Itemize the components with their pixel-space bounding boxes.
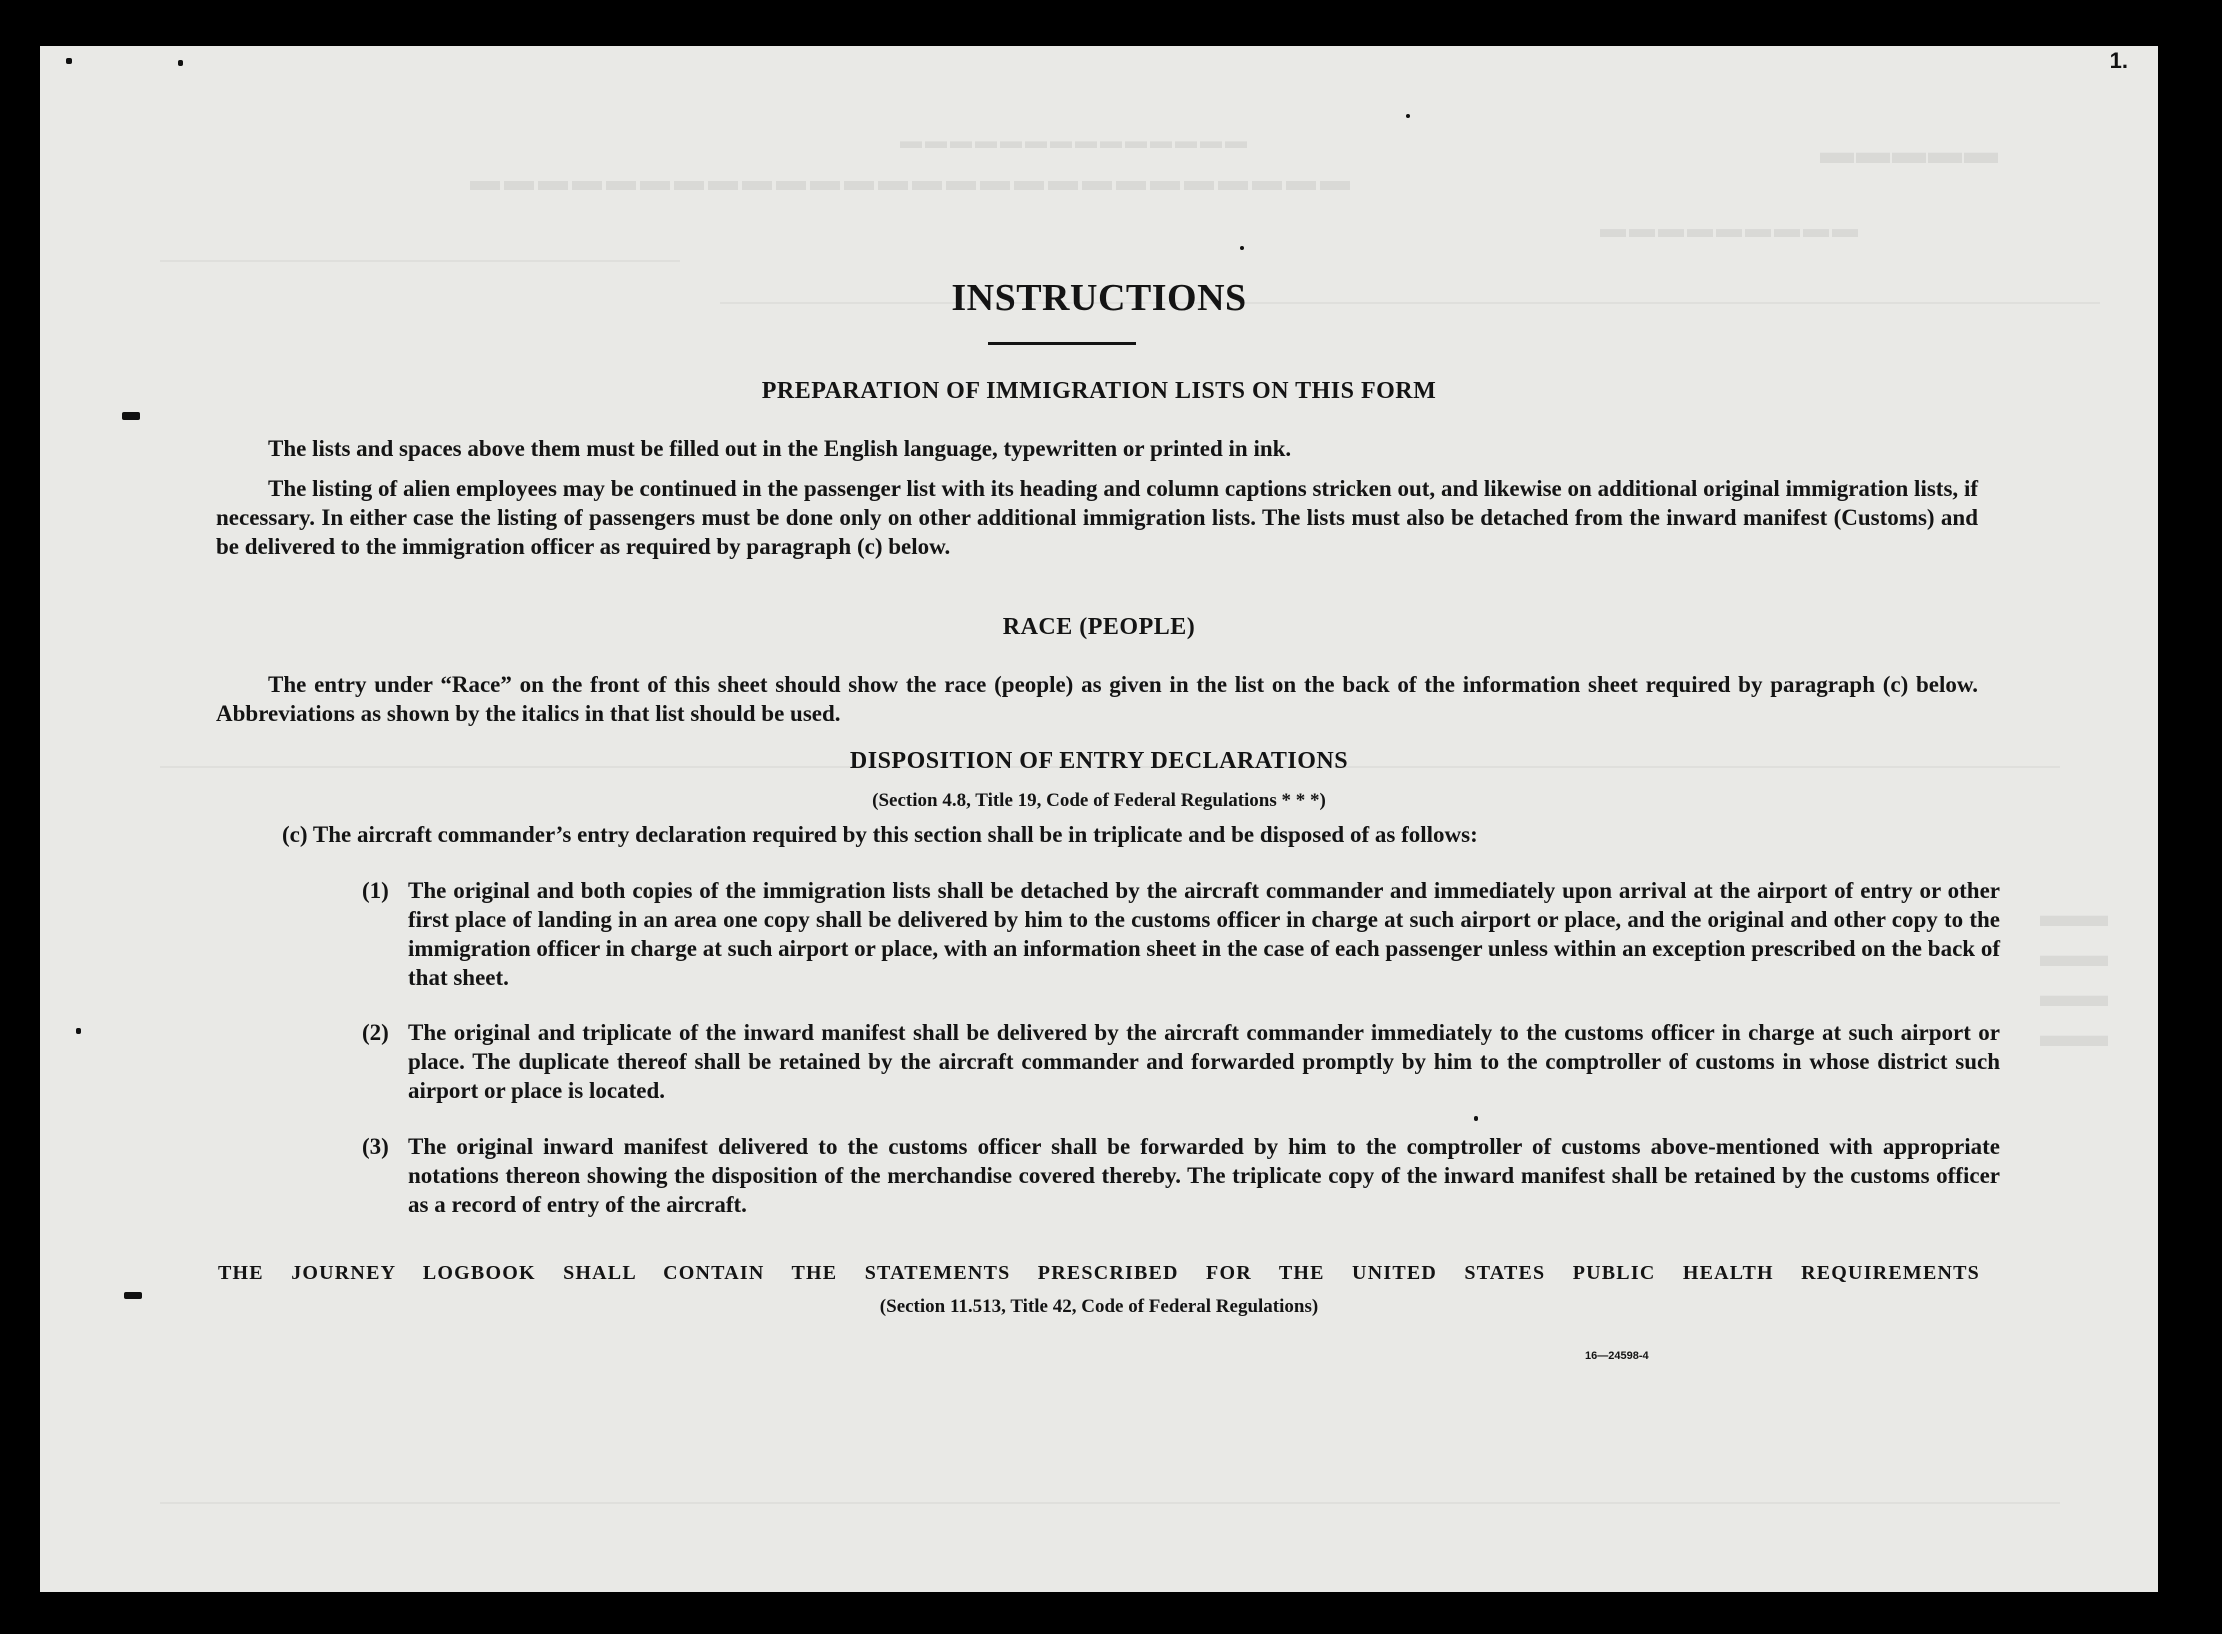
item-text: The original and triplicate of the inward manifest shall be delivered by the aircraft commander immediately to the customs officer in charge at such airport or place. The duplicate thereof shall be retained by the aircraft commander and forwarded promptly by him to the comptroller of customs in whose district such airport or place is located.: [408, 1020, 2000, 1103]
page-title: INSTRUCTIONS: [951, 277, 1247, 319]
form-number: 16—24598-4: [1585, 1350, 1649, 1362]
preparation-heading: PREPARATION OF IMMIGRATION LISTS ON THIS FORM: [761, 378, 1437, 404]
item-number: (2): [362, 1020, 389, 1045]
bleed-through-ghost: ▬▬▬▬▬▬▬▬▬▬▬▬▬▬: [900, 128, 1250, 153]
bleed-through-ghost: ▬▬ ▬▬ ▬▬ ▬▬: [2040, 897, 2108, 1054]
bleed-through-ghost: ▬▬▬▬▬▬▬▬▬: [1600, 214, 1861, 243]
corner-page-mark: 1.: [2109, 48, 2128, 73]
race-heading: RACE (PEOPLE): [1002, 614, 1196, 640]
public-health-citation: (Section 11.513, Title 42, Code of Federal Regulations): [879, 1296, 1319, 1317]
preparation-paragraph-2: The listing of alien employees may be continued in the passenger list with its heading and column captions stricken out, and likewise on additional original immigration lists, if necessary. In either case the listing of passengers must be done only on other additional immigration lists. The lists must also be detached from the inward manifest (Customs) and be delivered to the immigration officer as required by paragraph (c) below.: [216, 476, 1978, 559]
disposition-citation: (Section 4.8, Title 19, Code of Federal Regulations * * *): [872, 790, 1326, 811]
preparation-paragraph-1: The lists and spaces above them must be filled out in the English language, typewritten or printed in ink.: [268, 436, 1292, 461]
item-number: (1): [362, 878, 389, 903]
bleed-through-ghost: ▬▬▬▬▬▬▬▬▬▬▬▬▬▬▬▬▬▬▬▬▬▬▬▬▬▬: [470, 164, 1354, 197]
race-paragraph: The entry under “Race” on the front of this sheet should show the race (people) as given in the list on the back of the information sheet required by paragraph (c) below. Abbreviations as shown by the italics in that list should be used.: [216, 672, 1978, 726]
item-text: The original and both copies of the immigration lists shall be detached by the aircraft commander and immediately upon arrival at the airport of entry or other first place of landing in an area one copy shall be delivered by him to the customs officer in charge at such airport or place, and the original and other copy to the immigration officer in charge at such airport or place, with an information sheet in the case of each passenger unless within an exception prescribed on the back of that sheet.: [408, 878, 2000, 990]
instructions-content: [40, 46, 2158, 1592]
item-number: (3): [362, 1134, 389, 1159]
public-health-statement: THE JOURNEY LOGBOOK SHALL CONTAIN THE STATEMENTS PRESCRIBED FOR THE UNITED STATES PUBLIC HEALTH REQUIREMENTS: [218, 1262, 1980, 1284]
disposition-item-2: [362, 1018, 2000, 1105]
disposition-intro: (c) The aircraft commander’s entry declaration required by this section shall be in triplicate and be disposed of as follows:: [282, 822, 1478, 847]
title-underline: [988, 342, 1136, 345]
disposition-heading: DISPOSITION OF ENTRY DECLARATIONS: [849, 748, 1349, 774]
disposition-item-3: [362, 1132, 2000, 1219]
item-text: The original inward manifest delivered to the customs officer shall be forwarded by him to the comptroller of customs above-mentioned with appropriate notations thereon showing the disposition of the merchandise covered thereby. The triplicate copy of the inward manifest shall be retained by the customs officer as a record of entry of the aircraft.: [408, 1134, 2000, 1217]
document-page: [40, 46, 2158, 1592]
bleed-through-ghost: ▬▬▬▬▬: [1820, 134, 2000, 171]
disposition-item-1: [362, 876, 2000, 992]
